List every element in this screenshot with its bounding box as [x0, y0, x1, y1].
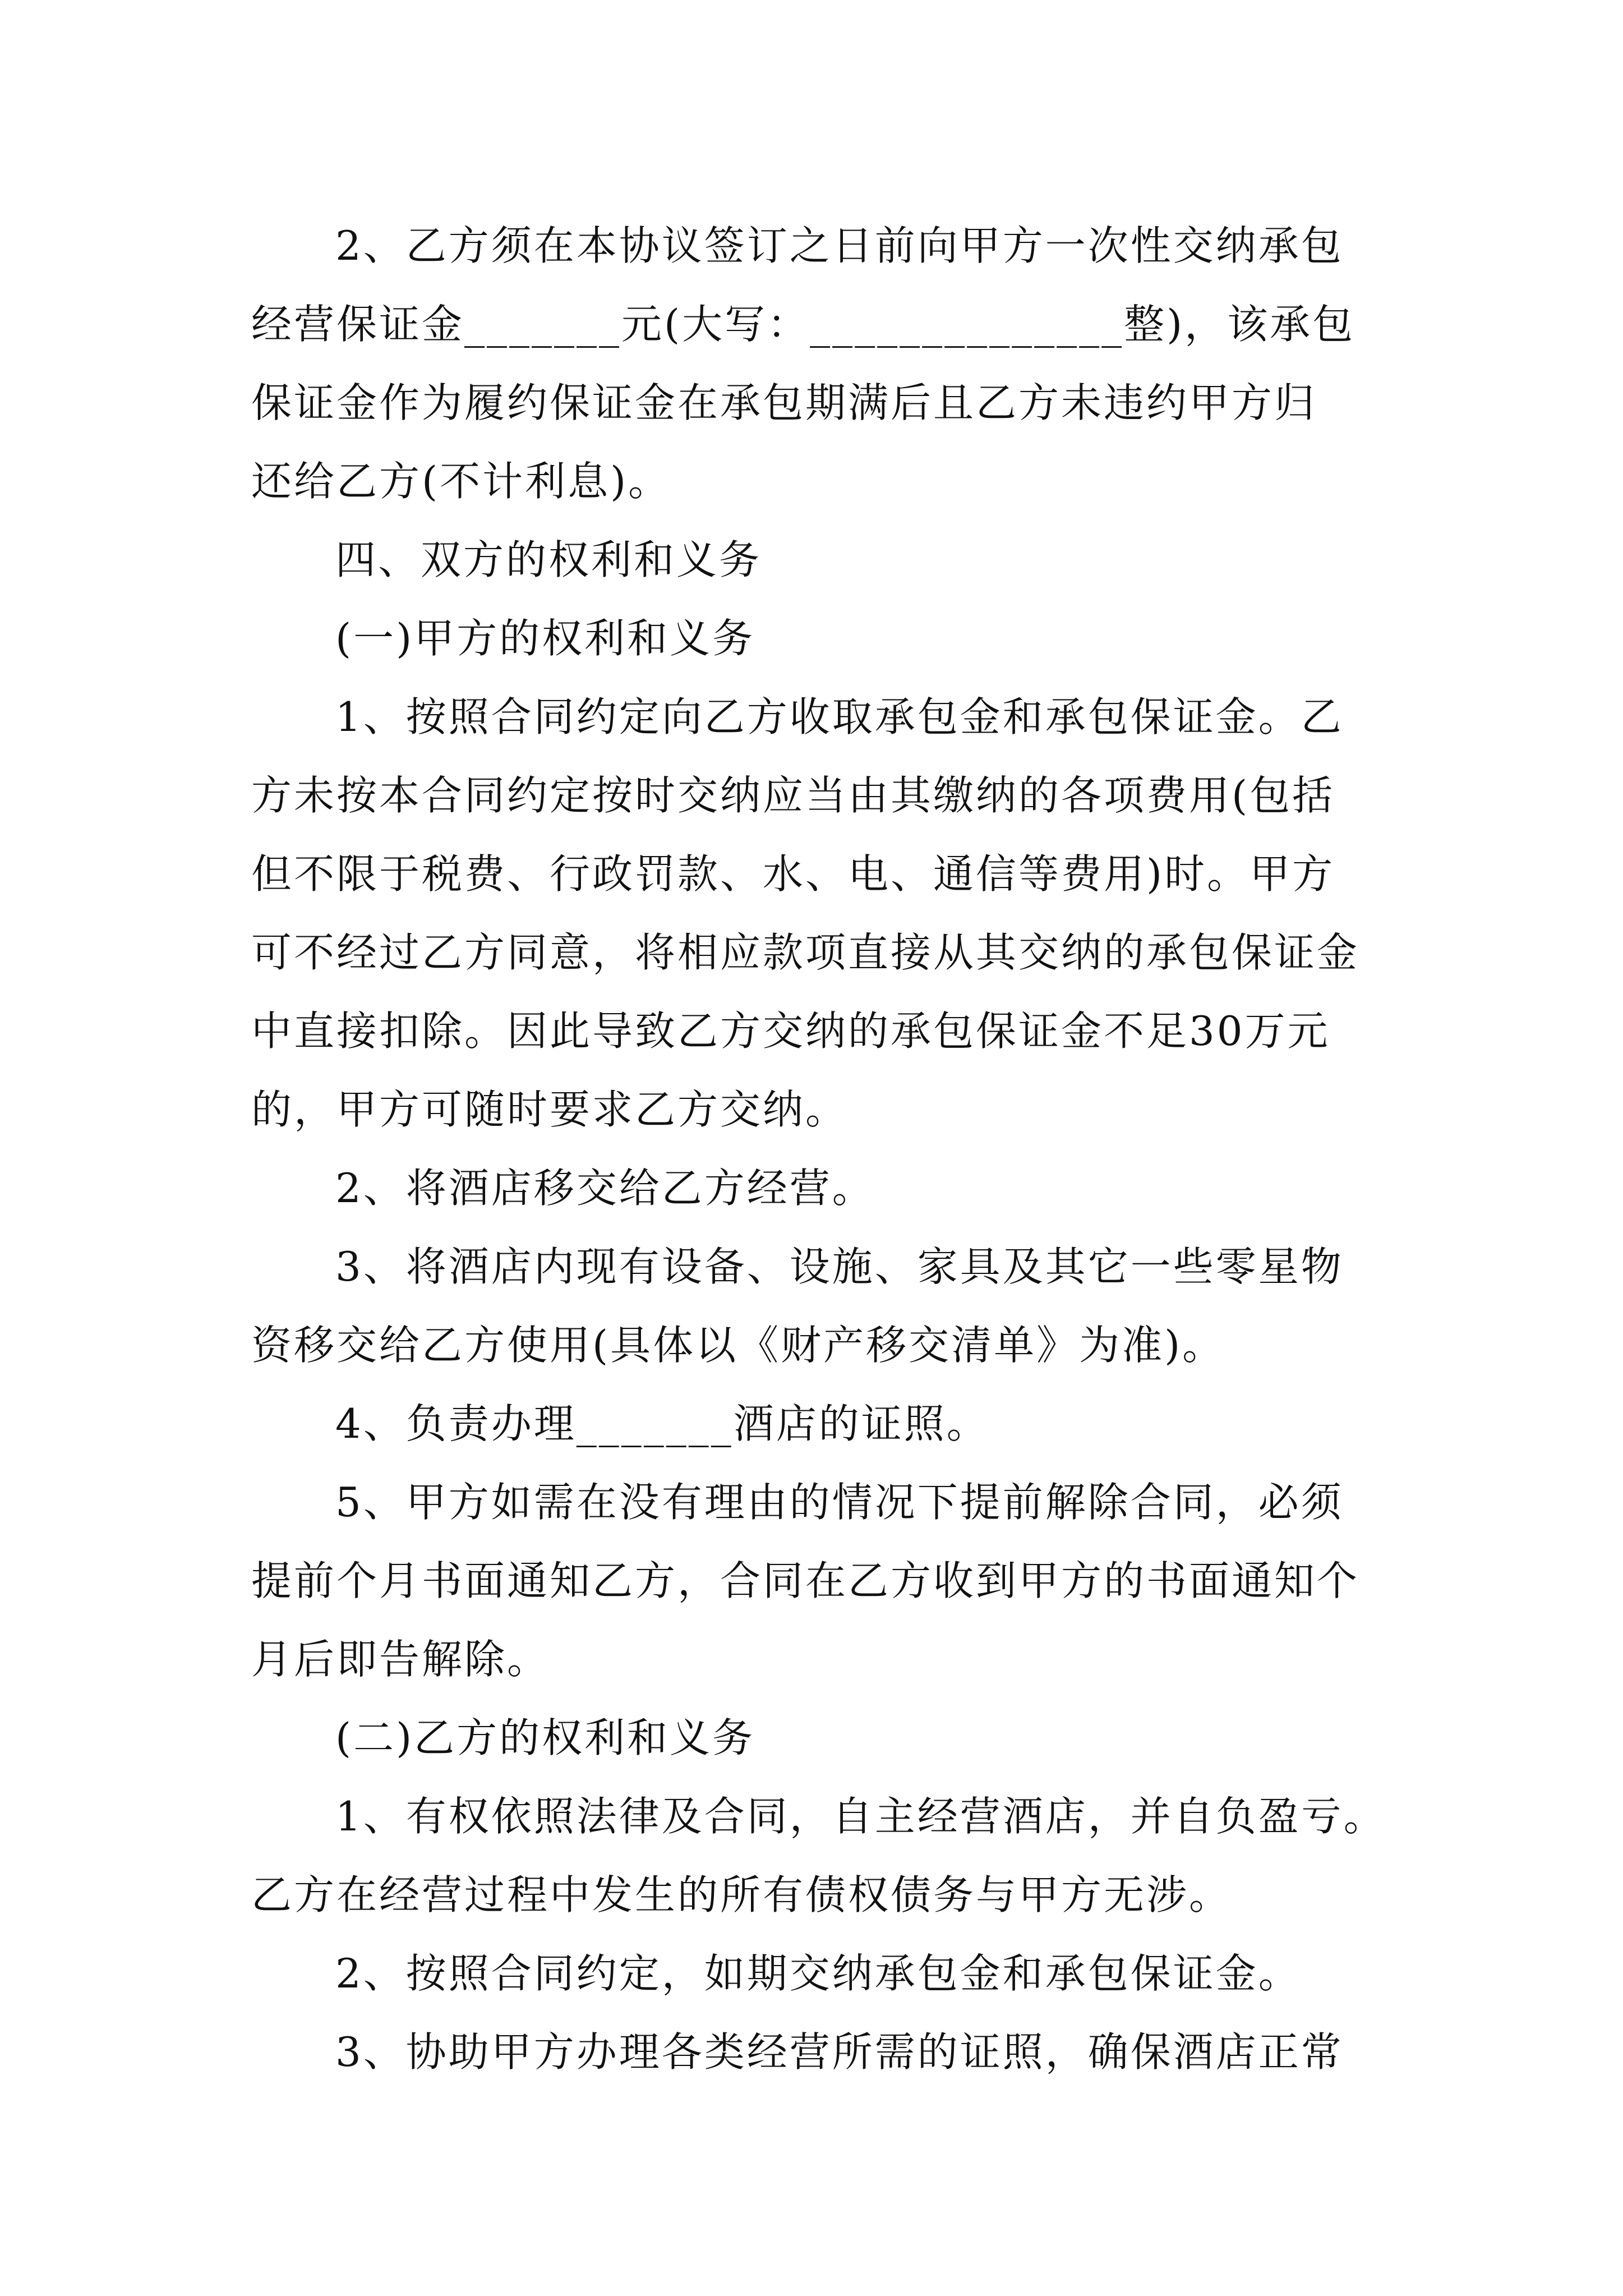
- paragraph-line: 但不限于税费、行政罚款、水、电、通信等费用)时。甲方: [251, 850, 1335, 898]
- paragraph-line: 5、甲方如需在没有理由的情况下提前解除合同，必须: [335, 1479, 1344, 1526]
- paragraph-line: 4、负责办理_______酒店的证照。: [335, 1400, 989, 1447]
- paragraph-line: 月后即告解除。: [251, 1636, 550, 1683]
- section-heading: 四、双方的权利和义务: [335, 536, 762, 583]
- paragraph-line: 3、将酒店内现有设备、设施、家具及其它一些零星物: [335, 1243, 1344, 1290]
- paragraph-line: 乙方在经营过程中发生的所有债权债务与甲方无涉。: [251, 1871, 1232, 1918]
- subsection-heading: (二)乙方的权利和义务: [335, 1714, 755, 1761]
- paragraph-line: 2、将酒店移交给乙方经营。: [335, 1165, 875, 1212]
- paragraph-line: 3、协助甲方办理各类经营所需的证照，确保酒店正常: [335, 2028, 1344, 2076]
- paragraph-line: 可不经过乙方同意，将相应款项直接从其交纳的承包保证金: [251, 929, 1360, 976]
- paragraph-line: 经营保证金_______元(大写：______________整)，该承包: [251, 301, 1355, 348]
- paragraph-line: 2、按照合同约定，如期交纳承包金和承包保证金。: [335, 1950, 1301, 1997]
- paragraph-line: 1、有权依照法律及合同，自主经营酒店，并自负盈亏。: [335, 1793, 1386, 1840]
- paragraph-line: 提前个月书面通知乙方，合同在乙方收到甲方的书面通知个: [251, 1557, 1360, 1604]
- paragraph-line: 资移交给乙方使用(具体以《财产移交清单》为准)。: [251, 1322, 1225, 1369]
- paragraph-line: 保证金作为履约保证金在承包期满后且乙方未违约甲方归: [251, 379, 1317, 426]
- paragraph-line: 的，甲方可随时要求乙方交纳。: [251, 1086, 849, 1133]
- paragraph-line: 方未按本合同约定按时交纳应当由其缴纳的各项费用(包括: [251, 772, 1335, 819]
- paragraph-line: 2、乙方须在本协议签订之日前向甲方一次性交纳承包: [335, 222, 1344, 269]
- document-body: [251, 206, 1386, 2091]
- paragraph-line: 1、按照合同约定向乙方收取承包金和承包保证金。乙: [335, 693, 1344, 740]
- subsection-heading: (一)甲方的权利和义务: [335, 615, 755, 662]
- paragraph-line: 中直接扣除。因此导致乙方交纳的承包保证金不足30万元: [251, 1007, 1330, 1055]
- paragraph-line: 还给乙方(不计利息)。: [251, 458, 671, 505]
